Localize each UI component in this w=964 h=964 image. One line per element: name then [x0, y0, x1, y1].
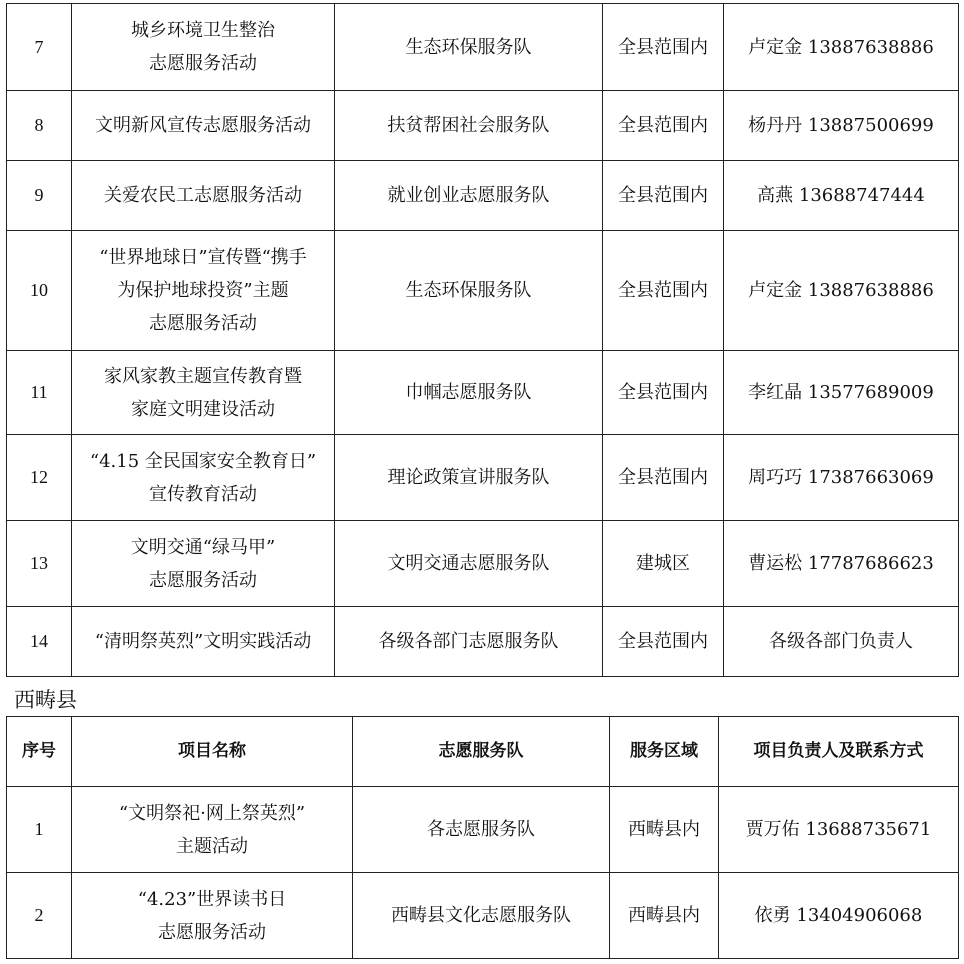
row-number: 8 — [7, 91, 72, 161]
service-area: 全县范围内 — [603, 91, 724, 161]
table-row — [7, 521, 959, 607]
row-number: 14 — [7, 607, 72, 677]
table-row — [7, 161, 959, 231]
header-contact: 项目负责人及联系方式 — [719, 717, 959, 787]
contact: 高燕 13688747444 — [724, 161, 959, 231]
contact: 贾万佑 13688735671 — [719, 787, 959, 873]
table-row — [7, 607, 959, 677]
service-area: 全县范围内 — [603, 231, 724, 351]
service-area: 建城区 — [603, 521, 724, 607]
volunteer-team: 生态环保服务队 — [335, 231, 603, 351]
service-area: 西畴县内 — [610, 873, 719, 959]
volunteer-team: 理论政策宣讲服务队 — [335, 435, 603, 521]
row-number: 2 — [7, 873, 72, 959]
table-row — [7, 787, 959, 873]
row-number: 11 — [7, 351, 72, 435]
project-name: “世界地球日”宣传暨“携手 为保护地球投资”主题 志愿服务活动 — [72, 231, 335, 351]
service-area: 全县范围内 — [603, 607, 724, 677]
table-row — [7, 91, 959, 161]
header-volunteer-team: 志愿服务队 — [353, 717, 610, 787]
project-name: 城乡环境卫生整治 志愿服务活动 — [72, 4, 335, 91]
contact: 卢定金 13887638886 — [724, 4, 959, 91]
row-number: 1 — [7, 787, 72, 873]
project-name: “4.23”世界读书日 志愿服务活动 — [72, 873, 353, 959]
row-number: 12 — [7, 435, 72, 521]
header-project-name: 项目名称 — [72, 717, 353, 787]
project-name: 文明交通“绿马甲” 志愿服务活动 — [72, 521, 335, 607]
volunteer-team: 各志愿服务队 — [353, 787, 610, 873]
contact: 依勇 13404906068 — [719, 873, 959, 959]
contact: 周巧巧 17387663069 — [724, 435, 959, 521]
contact: 卢定金 13887638886 — [724, 231, 959, 351]
table-row — [7, 873, 959, 959]
project-name: 文明新风宣传志愿服务活动 — [72, 91, 335, 161]
project-name: “清明祭英烈”文明实践活动 — [72, 607, 335, 677]
service-area: 全县范围内 — [603, 161, 724, 231]
project-name: “文明祭祀·网上祭英烈” 主题活动 — [72, 787, 353, 873]
contact: 李红晶 13577689009 — [724, 351, 959, 435]
row-number: 10 — [7, 231, 72, 351]
volunteer-team: 巾帼志愿服务队 — [335, 351, 603, 435]
table-header-row — [7, 717, 959, 787]
volunteer-activities-table-1 — [6, 3, 959, 677]
service-area: 全县范围内 — [603, 435, 724, 521]
contact: 杨丹丹 13887500699 — [724, 91, 959, 161]
table-row — [7, 435, 959, 521]
table-row — [7, 231, 959, 351]
volunteer-team: 各级各部门志愿服务队 — [335, 607, 603, 677]
county-heading: 西畴县 — [14, 688, 77, 712]
project-name: “4.15 全民国家安全教育日” 宣传教育活动 — [72, 435, 335, 521]
table-row — [7, 351, 959, 435]
volunteer-activities-table-2 — [6, 716, 959, 959]
service-area: 西畴县内 — [610, 787, 719, 873]
project-name: 家风家教主题宣传教育暨 家庭文明建设活动 — [72, 351, 335, 435]
table-row — [7, 4, 959, 91]
volunteer-team: 西畴县文化志愿服务队 — [353, 873, 610, 959]
row-number: 7 — [7, 4, 72, 91]
header-number: 序号 — [7, 717, 72, 787]
volunteer-team: 扶贫帮困社会服务队 — [335, 91, 603, 161]
row-number: 13 — [7, 521, 72, 607]
contact: 曹运松 17787686623 — [724, 521, 959, 607]
service-area: 全县范围内 — [603, 351, 724, 435]
volunteer-team: 文明交通志愿服务队 — [335, 521, 603, 607]
volunteer-team: 就业创业志愿服务队 — [335, 161, 603, 231]
volunteer-team: 生态环保服务队 — [335, 4, 603, 91]
header-service-area: 服务区域 — [610, 717, 719, 787]
service-area: 全县范围内 — [603, 4, 724, 91]
contact: 各级各部门负责人 — [724, 607, 959, 677]
project-name: 关爱农民工志愿服务活动 — [72, 161, 335, 231]
row-number: 9 — [7, 161, 72, 231]
